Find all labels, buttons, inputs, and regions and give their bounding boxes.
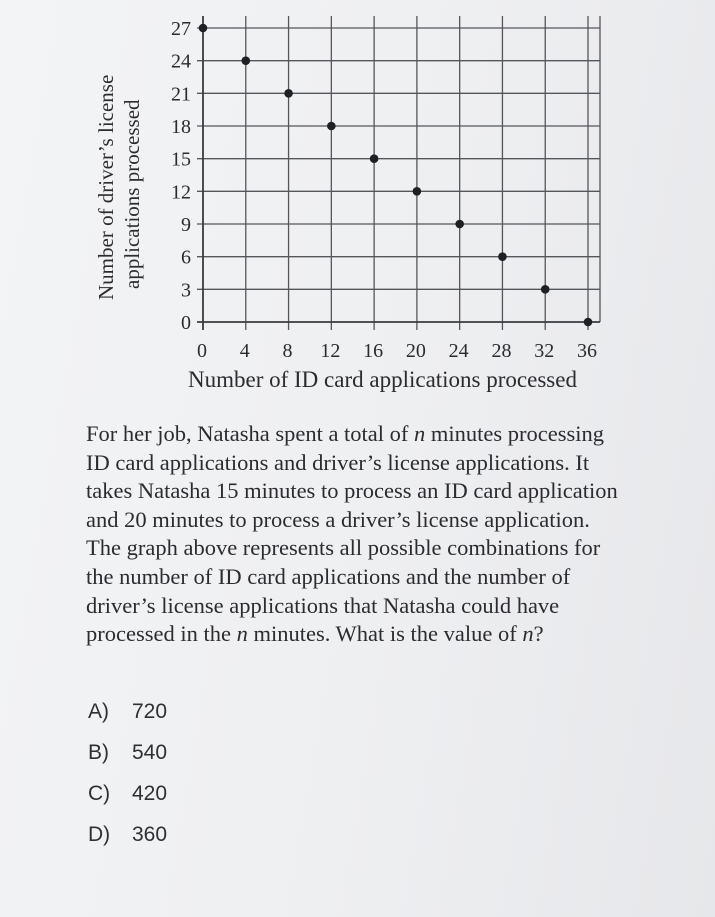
grid-lines (197, 16, 600, 330)
y-tick-label: 21 (171, 83, 191, 106)
y-tick-label: 18 (171, 116, 191, 138)
data-point (284, 89, 293, 98)
question-part-3: minutes. What is the value of (247, 621, 523, 647)
x-tick-label: 16 (363, 340, 384, 360)
choice-b-value: 540 (132, 741, 168, 764)
variable-n: n (236, 621, 248, 647)
choice-d-label: D) (88, 823, 111, 846)
data-point (413, 187, 422, 196)
y-tick-label: 27 (171, 18, 191, 40)
question-part-4: ? (533, 621, 544, 647)
x-tick-label: 20 (405, 340, 426, 360)
data-points (199, 24, 593, 327)
question-text (86, 420, 626, 649)
choice-a[interactable] (88, 700, 167, 724)
data-point (327, 122, 336, 131)
choice-d-value: 360 (132, 823, 168, 846)
data-point (584, 318, 593, 327)
x-tick-label: 0 (197, 340, 207, 360)
y-tick-label: 0 (181, 312, 191, 334)
x-tick-label: 36 (577, 340, 597, 360)
choice-b[interactable] (88, 741, 167, 765)
question-part-1: For her job, Natasha spent a total of (86, 421, 415, 446)
y-axis-title (82, 0, 162, 330)
y-tick-label: 15 (171, 148, 191, 171)
y-axis-title-line-1: Number of driver’s license (94, 74, 118, 300)
data-point (199, 24, 208, 33)
y-tick-label: 12 (171, 181, 191, 204)
tick-labels (171, 18, 597, 360)
variable-n: n (522, 621, 534, 647)
question-part-2: minutes processing ID card applications and driver’s license applications. It takes Natasha 15 minutes to process an ID card application and 20 minutes to process a driver’s license application. The graph above represents all possible combinations for the number of ID card applications and the number of driver’s license applications that Natasha could have processed in the (86, 421, 618, 647)
y-tick-label: 6 (181, 246, 191, 269)
choice-c-value: 420 (132, 782, 168, 805)
x-tick-label: 4 (239, 340, 250, 360)
choice-c[interactable] (88, 782, 167, 806)
y-tick-label: 24 (171, 50, 191, 73)
x-tick-label: 8 (282, 340, 293, 360)
y-axis-title-line-2: applications processed (120, 99, 144, 289)
data-point (541, 285, 550, 294)
x-tick-label: 12 (320, 340, 341, 360)
x-tick-label: 32 (534, 340, 555, 360)
data-point (498, 252, 507, 261)
data-point (455, 220, 464, 229)
data-point (370, 154, 379, 163)
data-point (241, 56, 250, 65)
choice-c-label: C) (88, 782, 111, 805)
x-axis-title: Number of ID card applications processed (188, 367, 577, 392)
y-tick-label: 9 (181, 214, 191, 236)
choice-d[interactable] (88, 823, 167, 847)
choice-b-label: B) (88, 741, 109, 764)
choice-a-value: 720 (132, 700, 168, 723)
x-tick-label: 28 (491, 340, 512, 360)
x-tick-label: 24 (448, 340, 469, 360)
choice-a-label: A) (88, 700, 109, 723)
y-tick-label: 3 (181, 279, 191, 302)
axes (197, 16, 600, 330)
variable-n: n (414, 421, 426, 446)
